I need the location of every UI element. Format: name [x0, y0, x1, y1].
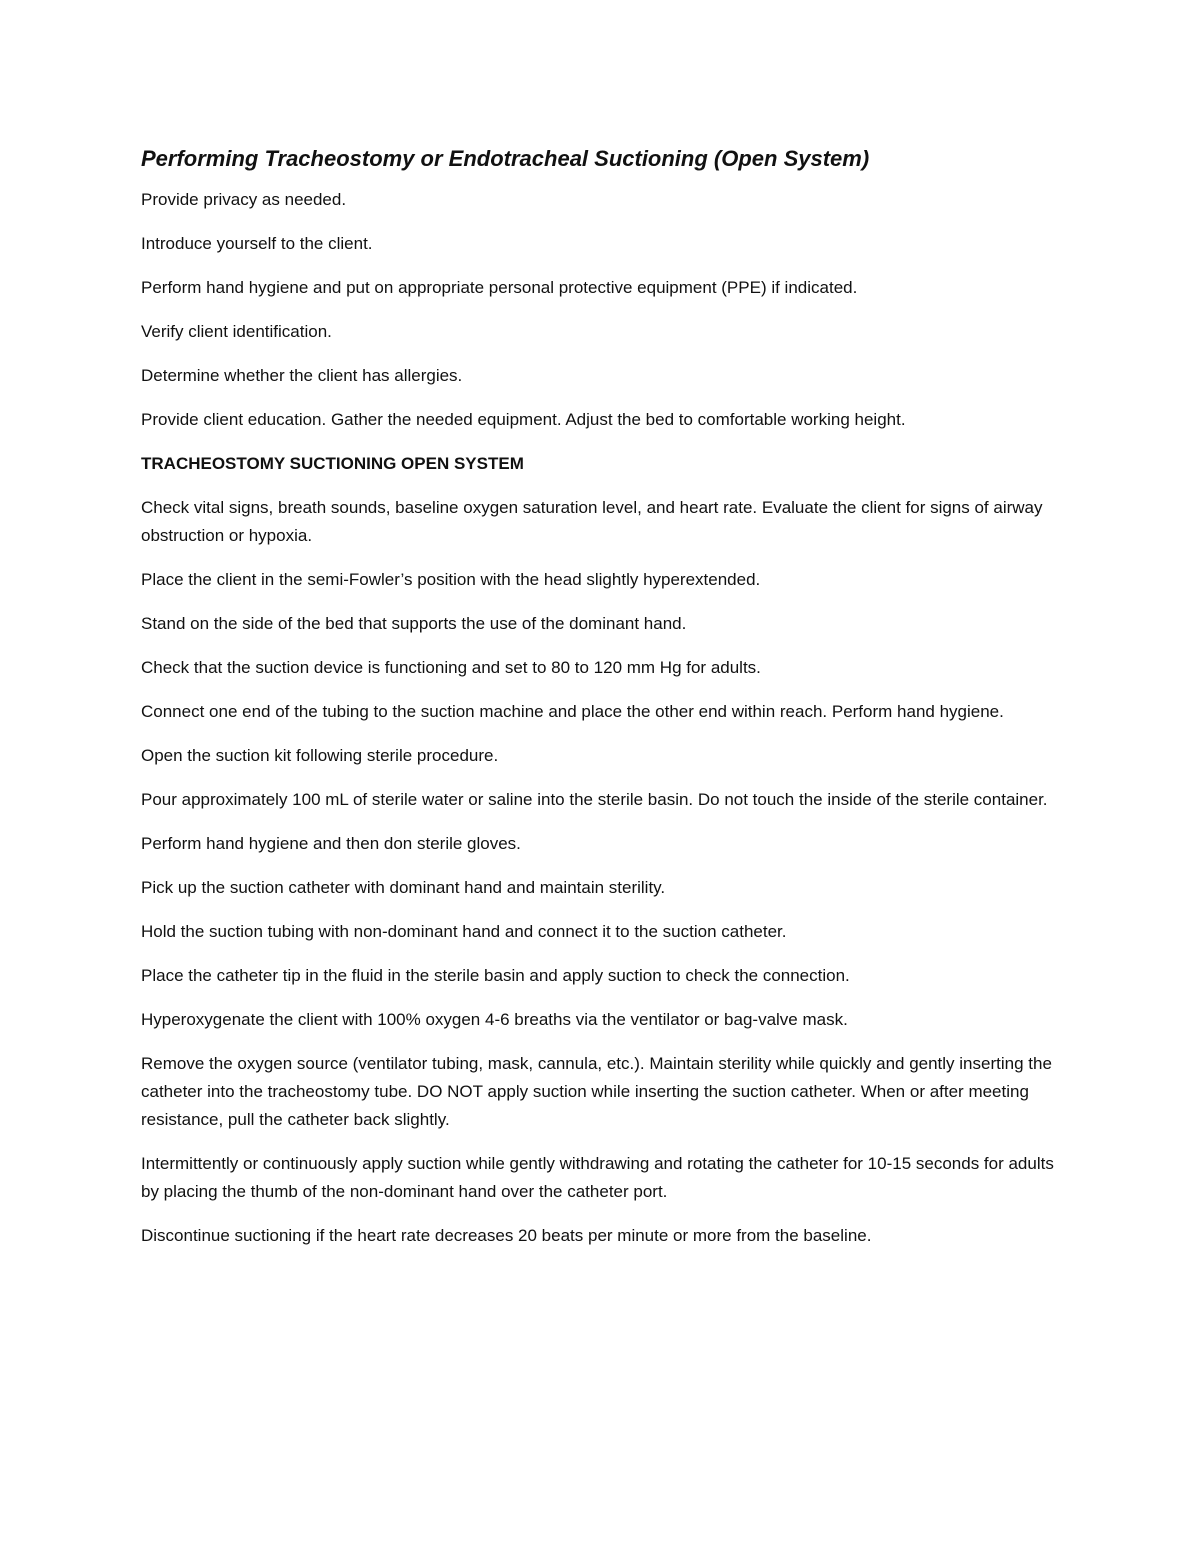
paragraph-allergies: Determine whether the client has allergies.: [141, 366, 463, 385]
paragraph-stand-side: Stand on the side of the bed that supports the use of the dominant hand.: [141, 614, 687, 633]
paragraph-check-connection: Place the catheter tip in the fluid in the sterile basin and apply suction to check the connection.: [141, 966, 850, 985]
paragraph-vital-signs: Check vital signs, breath sounds, baseline oxygen saturation level, and heart rate. Evaluate the client for signs of airway obstruction or hypoxia.: [141, 498, 1043, 545]
paragraph-hold-tubing: Hold the suction tubing with non-dominant hand and connect it to the suction catheter.: [141, 922, 787, 941]
paragraph-privacy: Provide privacy as needed.: [141, 190, 347, 209]
document-body: [141, 143, 1066, 1266]
paragraph-discontinue: Discontinue suctioning if the heart rate decreases 20 beats per minute or more from the baseline.: [141, 1226, 872, 1245]
paragraph-hyperoxygenate: Hyperoxygenate the client with 100% oxygen 4-6 breaths via the ventilator or bag-valve mask.: [141, 1010, 848, 1029]
paragraph-pick-catheter: Pick up the suction catheter with dominant hand and maintain sterility.: [141, 878, 666, 897]
paragraph-remove-oxygen: Remove the oxygen source (ventilator tubing, mask, cannula, etc.). Maintain sterility while quickly and gently inserting the catheter into the tracheostomy tube. DO NOT apply suction while inserting the suction catheter. When or after meeting resistance, pull the catheter back slightly.: [141, 1054, 1052, 1129]
paragraph-connect-tubing: Connect one end of the tubing to the suction machine and place the other end within reach. Perform hand hygiene.: [141, 702, 1004, 721]
paragraph-positioning: Place the client in the semi-Fowler’s position with the head slightly hyperextended.: [141, 570, 761, 589]
paragraph-introduce: Introduce yourself to the client.: [141, 234, 373, 253]
paragraph-hand-hygiene-ppe: Perform hand hygiene and put on appropriate personal protective equipment (PPE) if indicated.: [141, 278, 858, 297]
paragraph-apply-suction: Intermittently or continuously apply suction while gently withdrawing and rotating the catheter for 10-15 seconds for adults by placing the thumb of the non-dominant hand over the catheter port.: [141, 1154, 1054, 1201]
paragraph-sterile-gloves: Perform hand hygiene and then don sterile gloves.: [141, 834, 521, 853]
paragraph-verify-identification: Verify client identification.: [141, 322, 332, 341]
page-title: Performing Tracheostomy or Endotracheal Suctioning (Open System): [141, 146, 870, 171]
paragraph-open-kit: Open the suction kit following sterile procedure.: [141, 746, 499, 765]
paragraph-suction-device: Check that the suction device is functioning and set to 80 to 120 mm Hg for adults.: [141, 658, 761, 677]
paragraph-pour-water: Pour approximately 100 mL of sterile water or saline into the sterile basin. Do not touch the inside of the sterile container.: [141, 790, 1048, 809]
section-heading: TRACHEOSTOMY SUCTIONING OPEN SYSTEM: [141, 454, 524, 473]
paragraph-education-equipment: Provide client education. Gather the needed equipment. Adjust the bed to comfortable working height.: [141, 410, 906, 429]
